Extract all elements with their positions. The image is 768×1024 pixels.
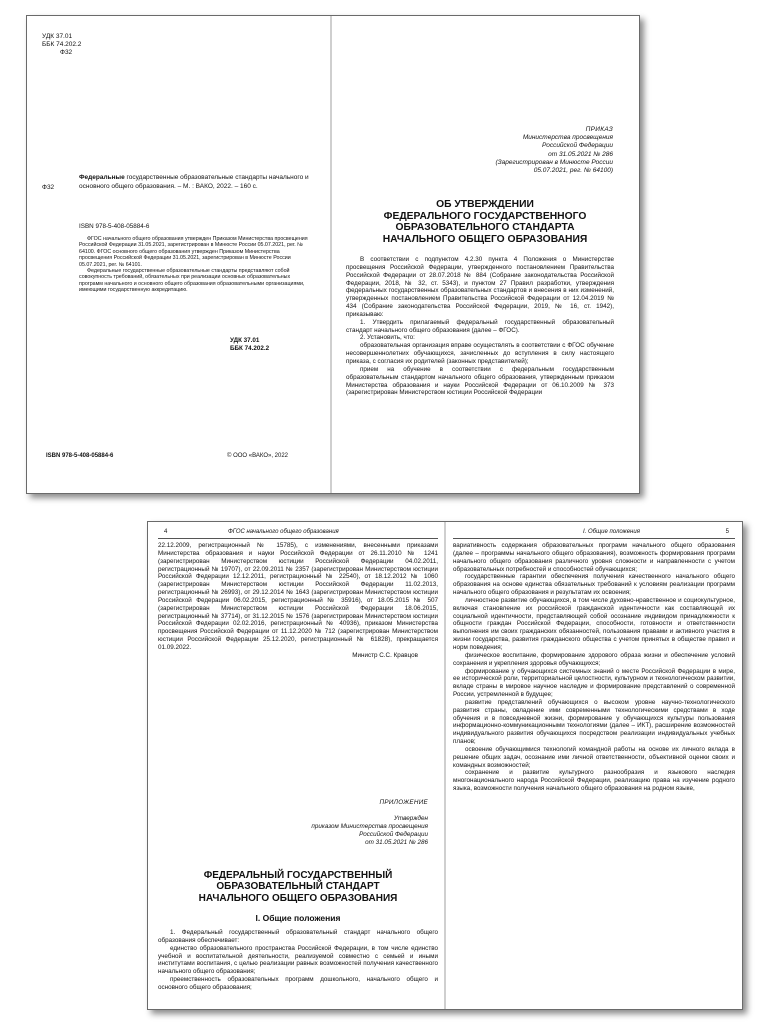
annotation-paragraph: ФГОС начального общего образования утвержден Приказом Министерства просвещения Российской Федерации 31.05.2021, зарегистрирован в Минюсте России 05.07.2021, рег. № 64100. ФГОС основного общего образования утвержден Приказом Министерства просвещения Российской Федерации 31.05.2021, зарегистрирован в Минюсте России 05.07.2021, рег. № 64101. [79,236,308,268]
page-number: 5 [725,529,729,535]
approval-block [248,815,428,847]
body-paragraph: личностное развитие обучающихся, в том числе духовно-нравственное и социокультурное, включая становление их российской гражданской идентичности как составляющей их социальной идентичности, представляющей собой осознание индивидом принадлежности к общности граждан Российской Федерации, способности, готовности и ответственности выполнения им своих гражданских обязанностей, пользования правами и активного участия в жизни государства, развития гражданского общества с учетом принятых в обществе правил и норм поведения; [453,596,735,651]
udk-code: УДК 37.01 [42,33,73,40]
imprint-page [27,16,330,493]
body-paragraph: прием на обучение в соответствии с федеральным государственным образовательным стандартом начального общего образования, утвержденным приказом Министерства образования и науки Российской Федерации от 06.10.2009 № 373 (зарегистрирован Министерством юстиции Российской Федерации [346,365,614,397]
approval-line: Российской Федерации [359,830,428,838]
classification-codes [42,33,81,57]
gutter [330,16,332,493]
udk-code: УДК 37.01 [230,337,260,344]
biblio-text: государственные образовательные стандарты начального и основного общего образования. – М. : ВАКО, 2022. – 160 с. [79,174,309,190]
order-line: от 31.05.2021 № 286 [548,150,613,158]
bottom-spread [147,521,743,1010]
page-number: 4 [164,529,168,535]
body-paragraph: освоение обучающимися технологий командной работы на основе их личного вклада в решение общих задач, осознание ими личной ответственности, объективной оценки своих и командных возможностей; [453,745,735,769]
approval-line: от 31.05.2021 № 286 [365,838,428,846]
title-line: ФЕДЕРАЛЬНЫЙ ГОСУДАРСТВЕННЫЙ [203,870,393,881]
title-line: НАЧАЛЬНОГО ОБЩЕГО ОБРАЗОВАНИЯ [198,892,398,904]
title-line: ФЕДЕРАЛЬНОГО ГОСУДАРСТВЕННОГО [383,210,587,222]
body-paragraph: единство образовательного пространства Российской Федерации, в том числе единство учебной и воспитательной деятельности, реализуемой совместно с семьей и иными институтами воспитания, с целью реализации равных возможностей получения качественного начального общего образования; [158,944,438,976]
header-rule [453,538,735,539]
order-line: Российской Федерации [541,142,613,150]
bibliographic-record [79,174,309,191]
isbn: ISBN 978-5-408-05884-6 [79,223,150,230]
section-heading: I. Общие положения [255,913,341,923]
running-title: ФГОС начального общего образования [228,529,339,535]
order-line: (Зарегистрирован в Минюсте России [495,158,613,166]
body-paragraph: В соответствии с подпунктом 4.2.30 пункта 4 Положения о Министерстве просвещения Российской Федерации, утвержденного постановлением Правительства Российской Федерации от 28.07.2018 № 884 (Собрание законодательства Российской Федерации, 2018, № 32, ст. 5343), и пунктом 27 Правил разработки, утверждения федеральных государственных образовательных стандартов и внесения в них изменений, утвержденных постановлением Правительства Российской Федерации от 12.04.2019 № 434 (Собрание законодательства Российской Федерации, 2019, № 16, ст. 1942), приказываю: [346,256,614,318]
body-paragraph: вариативность содержания образовательных программ начального общего образования (далее – программы начального общего образования), возможность формирования программ начального общего образования различного уровня сложности и направленности с учетом образовательных потребностей и способностей обучающихся; [453,542,735,573]
minister-signature: Министр С.С. Кравцов [352,651,418,659]
order-reference [433,126,613,175]
gutter [444,522,446,1009]
body-paragraph: государственные гарантии обеспечения получения качественного начального общего образования на основе единства обязательных требований к условиям реализации программ начального общего образования и результатам их освоения; [453,573,735,597]
section-text [158,929,438,992]
bbk-code: ББК 74.202.2 [42,41,82,48]
biblio-heading: Федеральные [79,174,125,181]
standard-title [158,870,438,904]
body-paragraph: формирование у обучающихся системных знаний о месте Российской Федерации в мире, ее исторической роли, территориальной целостности, культурном и технологическом развитии, вкладе страны в мировое научное наследие и формирование представлений о современной России, устремленной в будущее; [453,667,735,699]
classification-codes-repeat [230,337,269,353]
isbn-footer: ISBN 978-5-408-05884-6 [46,453,114,459]
appendix-label: ПРИЛОЖЕНИЕ [379,799,428,806]
cipher-side: Ф32 [42,184,55,191]
annotation-paragraph: Федеральные государственные образовательные стандарты представляют собой совокупность требований, обязательных при реализации основных образовательных программ начального и основного общего образования образовательными организациями, имеющими государственную аккредитацию. [79,268,305,294]
top-spread [26,15,640,494]
page-4 [158,522,438,1009]
order-label: ПРИКАЗ [585,126,613,133]
title-line: ОБРАЗОВАТЕЛЬНОГО СТАНДАРТА [395,222,575,234]
body-paragraph: сохранение и развитие культурного разнообразия и языкового наследия многонационального народа Российской Федерации, реализацию права на изучение родного языка, возможности получения начального общего образования на родном языке, [453,769,735,793]
annotation [79,236,311,294]
header-rule [158,538,438,539]
title-line: ОБ УТВЕРЖДЕНИИ [436,199,534,210]
bbk-code: ББК 74.202.2 [230,345,270,352]
page-5 [453,522,735,1009]
order-title [344,199,626,245]
body-paragraph: преемственность образовательных программ дошкольного, начального общего и основного общего образования; [158,976,438,991]
copyright: © ООО «ВАКО», 2022 [227,453,289,459]
body-paragraph: 2. Установить, что: [360,334,415,342]
order-page [334,16,639,493]
page-4-text [158,542,438,660]
cipher-code: Ф32 [60,49,73,56]
body-paragraph: 1. Федеральный государственный образовательный стандарт начального общего образования обеспечивает: [158,929,438,944]
approval-line: приказом Министерства просвещения [311,822,428,830]
title-line: НАЧАЛЬНОГО ОБЩЕГО ОБРАЗОВАНИЯ [382,233,588,245]
running-title: I. Общие положения [583,529,640,535]
body-paragraph: развитие представлений обучающихся о высоком уровне научно-технологического развития страны, овладение ими современными технологическими средствами в ходе обучения и в повседневной жизни, формирование у обучающихся культуры пользования информационно-коммуникационными технологиями (далее – ИКТ), расширение возможностей индивидуального развития обучающихся посредством реализации индивидуальных учебных планов; [453,698,735,746]
approval-line: Утвержден [393,815,428,822]
body-paragraph: 22.12.2009, регистрационный № 15785), с изменениями, внесенными приказами Министерства образования и науки Российской Федерации от 26.11.2010 № 1241 (зарегистрирован Министерством юстиции Российской Федерации 04.02.2011, регистрационный № 19707), от 22.09.2011 № 2357 (зарегистрирован Министерством юстиции Российской Федерации 12.12.2011, регистрационный № 22540), от 18.12.2012 № 1060 (зарегистрирован Министерством юстиции Российской Федерации 11.02.2013, регистрационный № 26993), от 29.12.2014 № 1643 (зарегистрирован Министерством юстиции Российской Федерации 06.02.2015, регистрационный № 35916), от 18.05.2015 № 507 (зарегистрирован Министерством юстиции Российской Федерации 18.06.2015, регистрационный № 37714), от 31.12.2015 № 1576 (зарегистрирован Министерством юстиции Российской Федерации 02.02.2016, регистрационный № 40936), приказом Министерства просвещения Российской Федерации от 11.12.2020 № 712 (зарегистрирован Министерством юстиции Российской Федерации 25.12.2020, регистрационный № 61828), прекращается 01.09.2022. [158,542,438,651]
body-paragraph: образовательная организация вправе осуществлять в соответствии с ФГОС обучение несовершеннолетних обучающихся, зачисленных до вступления в силу настоящего приказа, с согласия их родителей (законных представителей); [346,342,614,365]
title-line: ОБРАЗОВАТЕЛЬНЫЙ СТАНДАРТ [216,881,380,893]
body-paragraph: физическое воспитание, формирование здорового образа жизни и обеспечение условий сохранения и укрепления здоровья обучающихся; [453,651,735,667]
order-line: 05.07.2021, рег. № 64100) [533,167,613,175]
body-paragraph: 1. Утвердить прилагаемый федеральный государственный образовательный стандарт начального общего образования (далее – ФГОС). [346,318,614,334]
page-5-text [453,542,735,793]
order-line: Министерства просвещения [522,134,613,142]
order-body [346,256,614,397]
